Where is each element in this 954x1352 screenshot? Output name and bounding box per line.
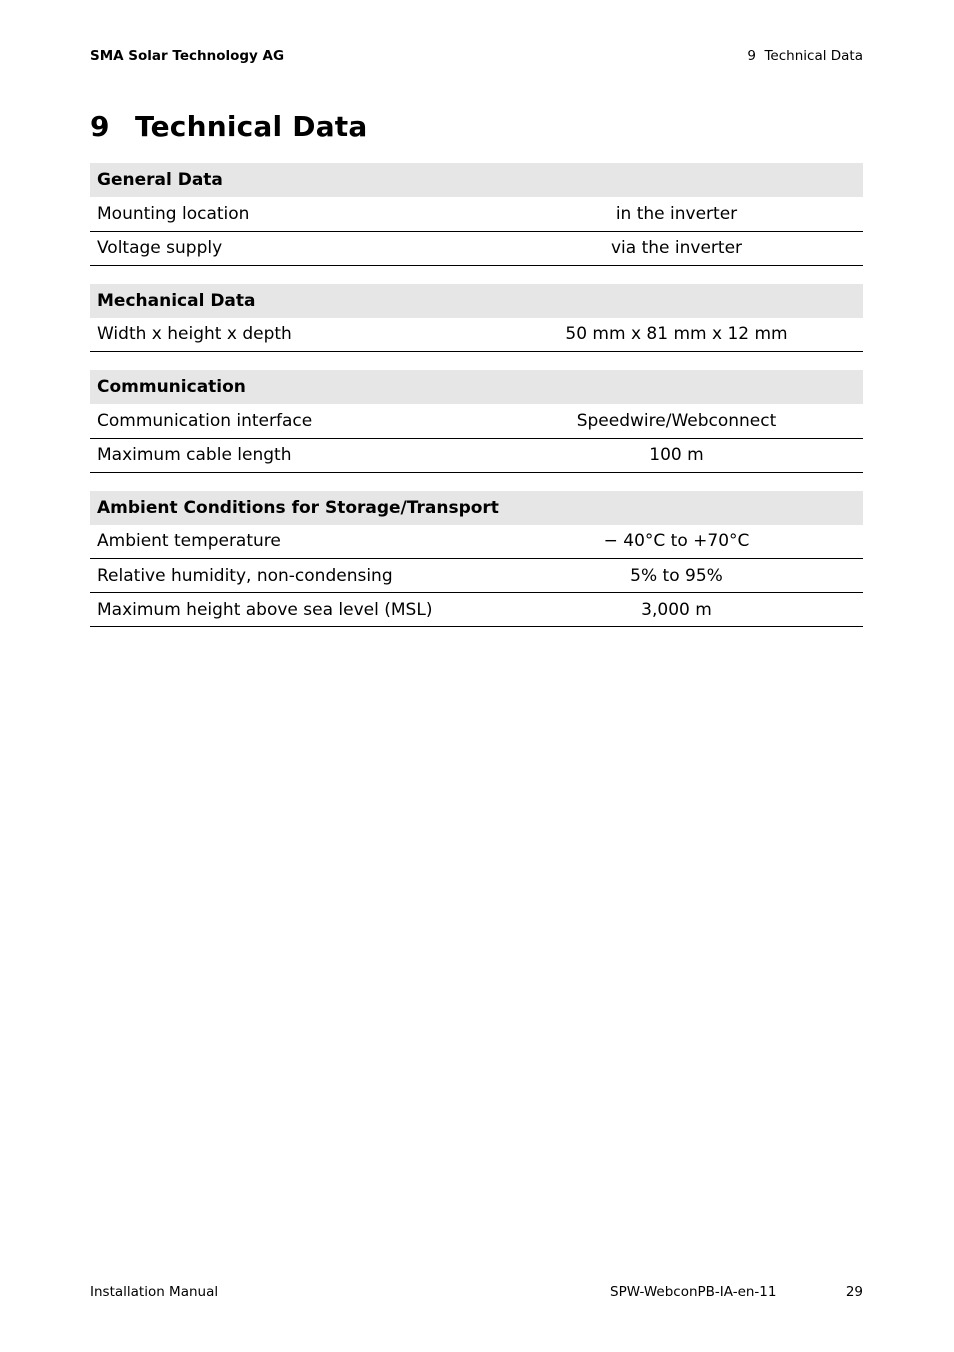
ambient-conditions-table <box>90 491 863 628</box>
chapter-number: 9 <box>90 110 110 143</box>
row-label: Ambient temperature <box>90 525 490 559</box>
row-value: 5% to 95% <box>490 559 863 593</box>
row-label: Mounting location <box>90 197 490 231</box>
row-value: 3,000 m <box>490 593 863 627</box>
document-type: Installation Manual <box>90 1284 219 1300</box>
table-section-title: Communication <box>90 370 863 404</box>
company-name: SMA Solar Technology AG <box>90 48 285 64</box>
row-label: Width x height x depth <box>90 318 490 352</box>
chapter-title-text: Technical Data <box>135 110 368 143</box>
table-header-row <box>90 284 863 318</box>
table-header-row <box>90 491 863 525</box>
table-row <box>90 404 863 438</box>
document-id: SPW-WebconPB-IA-en-11 <box>610 1284 777 1300</box>
page-footer <box>90 1284 863 1304</box>
table-section-title: General Data <box>90 163 863 197</box>
row-label: Maximum height above sea level (MSL) <box>90 593 490 627</box>
row-value: − 40°C to +70°C <box>490 525 863 559</box>
row-value: via the inverter <box>490 231 863 265</box>
row-label: Voltage supply <box>90 231 490 265</box>
page-header <box>90 48 863 68</box>
table-row <box>90 559 863 593</box>
row-value: 50 mm x 81 mm x 12 mm <box>490 318 863 352</box>
table-header-row <box>90 163 863 197</box>
table-row <box>90 593 863 627</box>
page-number: 29 <box>845 1284 863 1300</box>
row-label: Relative humidity, non-condensing <box>90 559 490 593</box>
table-section-title: Mechanical Data <box>90 284 863 318</box>
general-data-table <box>90 163 863 266</box>
row-label: Maximum cable length <box>90 438 490 472</box>
communication-table <box>90 370 863 473</box>
row-value: in the inverter <box>490 197 863 231</box>
table-section-title: Ambient Conditions for Storage/Transport <box>90 491 863 525</box>
section-reference: 9 Technical Data <box>747 48 863 64</box>
table-row <box>90 438 863 472</box>
table-row <box>90 231 863 265</box>
row-value: 100 m <box>490 438 863 472</box>
row-label: Communication interface <box>90 404 490 438</box>
technical-data-tables <box>90 163 863 627</box>
chapter-title <box>90 110 368 143</box>
table-header-row <box>90 370 863 404</box>
row-value: Speedwire/Webconnect <box>490 404 863 438</box>
table-row <box>90 318 863 352</box>
mechanical-data-table <box>90 284 863 353</box>
table-row <box>90 197 863 231</box>
table-row <box>90 525 863 559</box>
